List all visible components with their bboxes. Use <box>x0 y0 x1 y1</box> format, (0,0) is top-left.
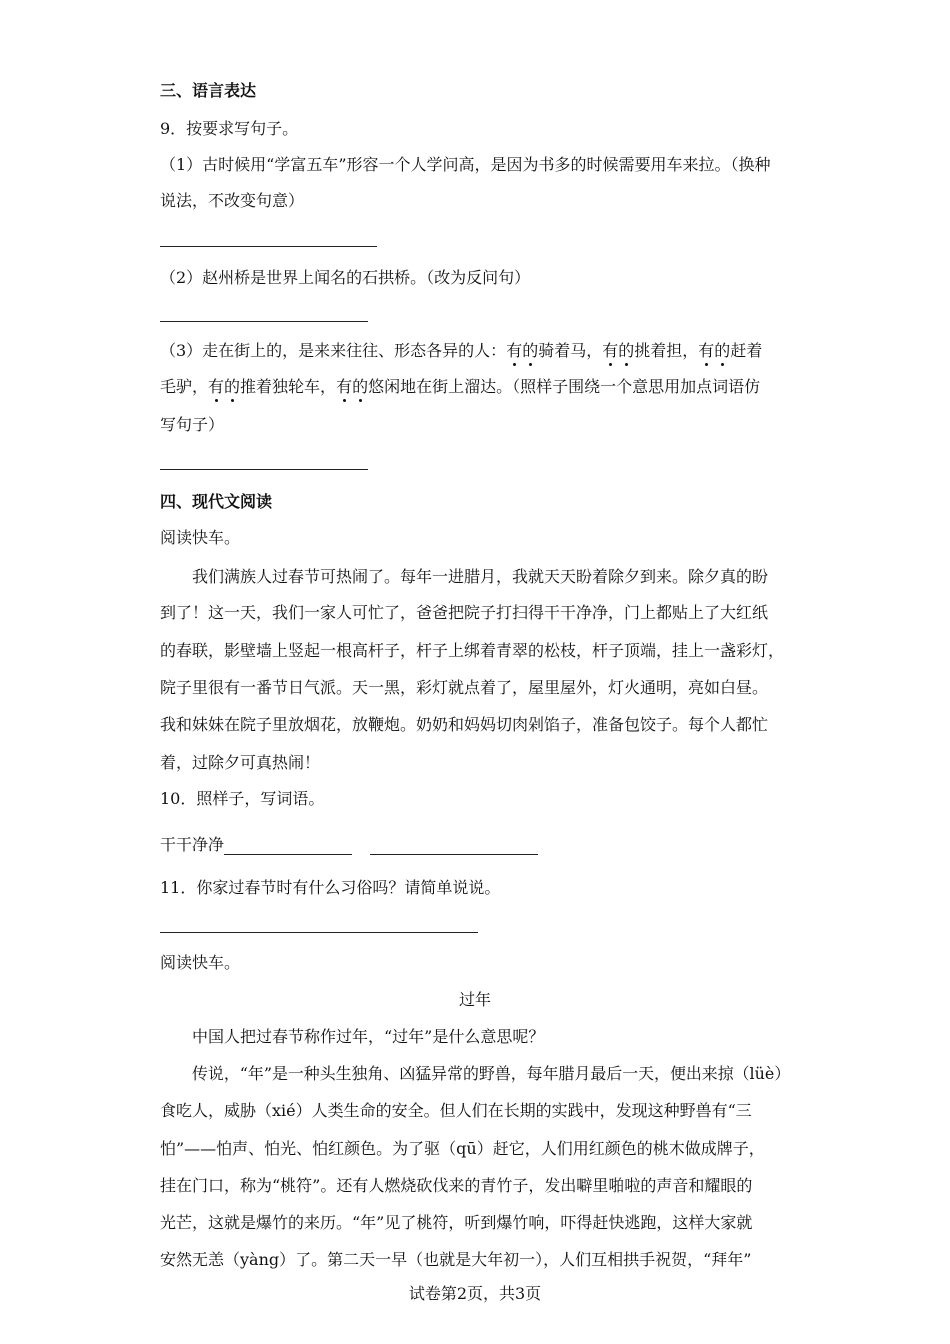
reading-1-line: 着，过除夕可真热闹！ <box>160 753 321 772</box>
q9-3-answer-line[interactable] <box>160 469 368 470</box>
page-footer: 试卷第2页，共3页 <box>408 1284 542 1303</box>
reading-2-line: 安然无恙（yàng）了。第二天一早（也就是大年初一），人们互相拱手祝贺，“拜年” <box>160 1250 752 1269</box>
dotted-char: 有 <box>602 341 619 360</box>
reading-2-line: 传说，“年”是一种头生独角、凶猛异常的野兽，每年腊月最后一天，便出来掠（lüè） <box>192 1064 791 1083</box>
q10-example-row <box>160 835 538 855</box>
q9-3-line1: （3）走在街上的，是来来往往、形态各异的人：有的骑着马，有的挑着担，有的赶着 <box>160 341 763 360</box>
reading-1-line: 我们满族人过春节可热闹了。每年一进腊月，我就天天盼着除夕到来。除夕真的盼 <box>192 567 769 586</box>
dotted-char: 有 <box>698 341 715 360</box>
q10-stem: 10．照样子，写词语。 <box>160 789 325 808</box>
q9-1-answer-line[interactable] <box>160 246 377 247</box>
reading-2-line: 光芒，这就是爆竹的来历。“年”见了桃符，听到爆竹响，吓得赶快逃跑，这样大家就 <box>160 1213 753 1232</box>
q11-stem: 11．你家过春节时有什么习俗吗？请简单说说。 <box>160 878 501 897</box>
section-4-heading: 四、现代文阅读 <box>160 492 273 511</box>
reading-1-line: 到了！这一天，我们一家人可忙了，爸爸把院子打扫得干干净净，门上都贴上了大红纸 <box>160 603 769 622</box>
reading-2-line: 中国人把过春节称作过年，“过年”是什么意思呢？ <box>192 1027 545 1046</box>
q10-blank-2[interactable] <box>370 838 538 855</box>
reading-1-line: 的春联，影壁墙上竖起一根高杆子，杆子上绑着青翠的松枝，杆子顶端，挂上一盏彩灯， <box>160 641 785 660</box>
reading-1-intro: 阅读快车。 <box>160 528 241 547</box>
section-3-heading: 三、语言表达 <box>160 81 257 100</box>
q10-example: 干干净净 <box>160 835 225 854</box>
dotted-char: 的 <box>352 377 369 396</box>
reading-2-title: 过年 <box>458 990 491 1009</box>
reading-1-line: 我和妹妹在院子里放烟花，放鞭炮。奶奶和妈妈切肉剁馅子，准备包饺子。每个人都忙 <box>160 715 769 734</box>
dotted-char: 的 <box>618 341 635 360</box>
q10-blank-1[interactable] <box>224 838 352 855</box>
reading-2-line: 怕”——怕声、怕光、怕红颜色。为了驱（qū）赶它，人们用红颜色的桃木做成牌子， <box>160 1139 765 1158</box>
dotted-char: 的 <box>714 341 731 360</box>
q9-stem: 9．按要求写句子。 <box>160 119 299 138</box>
reading-2-line: 挂在门口，称为“桃符”。还有人燃烧砍伐来的青竹子，发出噼里啪啦的声音和耀眼的 <box>160 1176 753 1195</box>
dotted-char: 的 <box>224 377 241 396</box>
q9-2-answer-line[interactable] <box>160 321 368 322</box>
dotted-char: 有 <box>506 341 523 360</box>
q9-1-line2: 说法，不改变句意） <box>160 191 305 210</box>
dotted-char: 有 <box>336 377 353 396</box>
q9-3-line3: 写句子） <box>160 415 225 434</box>
reading-1-line: 院子里很有一番节日气派。天一黑，彩灯就点着了，屋里屋外，灯火通明，亮如白昼。 <box>160 678 769 697</box>
q9-3-line2: 毛驴，有的推着独轮车，有的悠闲地在街上溜达。（照样子围绕一个意思用加点词语仿 <box>160 377 761 396</box>
q11-answer-line[interactable] <box>160 932 478 933</box>
dotted-char: 的 <box>522 341 539 360</box>
reading-2-line: 食吃人，威胁（xié）人类生命的安全。但人们在长期的实践中，发现这种野兽有“三 <box>160 1101 752 1120</box>
q9-2-stem: （2）赵州桥是世界上闻名的石拱桥。（改为反问句） <box>160 268 531 287</box>
reading-2-intro: 阅读快车。 <box>160 953 241 972</box>
q9-1-line1: （1）古时候用“学富五车”形容一个人学问高，是因为书多的时候需要用车来拉。（换种 <box>160 155 771 174</box>
dotted-char: 有 <box>208 377 225 396</box>
